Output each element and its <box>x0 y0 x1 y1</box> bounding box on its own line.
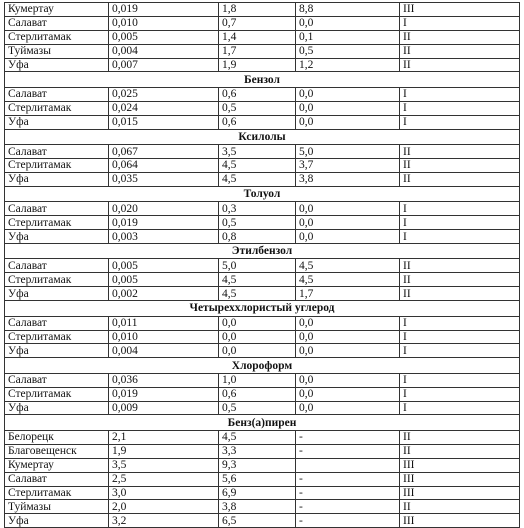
exceedance-percent-cell: 0,0 <box>296 401 400 415</box>
max-concentration-cell: 4,5 <box>219 430 296 444</box>
mean-concentration-cell: 3,2 <box>109 514 219 528</box>
exceedance-percent-cell: - <box>296 472 400 486</box>
pollution-level-cell: II <box>400 145 520 159</box>
pollution-level-cell: I <box>400 115 520 129</box>
exceedance-percent-cell: 0,0 <box>296 87 400 101</box>
table-row <box>5 259 520 273</box>
city-cell: Уфа <box>5 344 109 358</box>
exceedance-percent-cell: 0,0 <box>296 230 400 244</box>
city-cell: Благовещенск <box>5 444 109 458</box>
mean-concentration-cell: 0,002 <box>109 287 219 301</box>
max-concentration-cell: 1,8 <box>219 3 296 17</box>
city-cell: Стерлитамак <box>5 387 109 401</box>
exceedance-percent-cell: - <box>296 514 400 528</box>
table-row <box>5 30 520 44</box>
max-concentration-cell: 0,3 <box>219 202 296 216</box>
mean-concentration-cell: 0,005 <box>109 273 219 287</box>
pollution-level-cell: III <box>400 472 520 486</box>
mean-concentration-cell: 0,003 <box>109 230 219 244</box>
city-cell: Салават <box>5 373 109 387</box>
max-concentration-cell: 0,5 <box>219 101 296 115</box>
section-header-row <box>5 129 520 145</box>
city-cell: Кумертау <box>5 3 109 17</box>
pollution-table-page <box>4 2 519 528</box>
pollution-level-cell: II <box>400 430 520 444</box>
pollution-level-cell: I <box>400 373 520 387</box>
city-cell: Салават <box>5 202 109 216</box>
mean-concentration-cell: 0,010 <box>109 16 219 30</box>
section-header-row <box>5 72 520 88</box>
mean-concentration-cell: 0,020 <box>109 202 219 216</box>
section-header-row <box>5 358 520 374</box>
pollution-level-cell: II <box>400 259 520 273</box>
mean-concentration-cell: 0,005 <box>109 259 219 273</box>
table-row <box>5 401 520 415</box>
section-title: Бензол <box>5 72 520 88</box>
max-concentration-cell: 0,6 <box>219 387 296 401</box>
pollution-level-cell: I <box>400 316 520 330</box>
city-cell: Салават <box>5 316 109 330</box>
pollution-level-cell: I <box>400 216 520 230</box>
city-cell: Кумертау <box>5 458 109 472</box>
exceedance-percent-cell: 3,8 <box>296 172 400 186</box>
pollution-level-cell: I <box>400 230 520 244</box>
exceedance-percent-cell: 1,2 <box>296 58 400 72</box>
table-row <box>5 273 520 287</box>
pollution-level-cell: I <box>400 101 520 115</box>
max-concentration-cell: 0,0 <box>219 316 296 330</box>
table-row <box>5 330 520 344</box>
exceedance-percent-cell: 0,0 <box>296 344 400 358</box>
pollution-level-cell: III <box>400 3 520 17</box>
city-cell: Уфа <box>5 514 109 528</box>
mean-concentration-cell: 0,025 <box>109 87 219 101</box>
exceedance-percent-cell: 0,0 <box>296 387 400 401</box>
section-header-row <box>5 415 520 431</box>
table-row <box>5 3 520 17</box>
max-concentration-cell: 0,6 <box>219 115 296 129</box>
max-concentration-cell: 0,5 <box>219 401 296 415</box>
table-row <box>5 458 520 472</box>
mean-concentration-cell: 0,064 <box>109 159 219 173</box>
max-concentration-cell: 9,3 <box>219 458 296 472</box>
max-concentration-cell: 6,5 <box>219 514 296 528</box>
exceedance-percent-cell: 0,0 <box>296 316 400 330</box>
pollution-table <box>4 2 520 528</box>
mean-concentration-cell: 0,019 <box>109 216 219 230</box>
max-concentration-cell: 5,0 <box>219 259 296 273</box>
mean-concentration-cell: 0,007 <box>109 58 219 72</box>
table-row <box>5 87 520 101</box>
city-cell: Стерлитамак <box>5 330 109 344</box>
mean-concentration-cell: 1,9 <box>109 444 219 458</box>
table-row <box>5 344 520 358</box>
city-cell: Уфа <box>5 58 109 72</box>
exceedance-percent-cell: 0,0 <box>296 101 400 115</box>
exceedance-percent-cell: 8,8 <box>296 3 400 17</box>
max-concentration-cell: 0,0 <box>219 330 296 344</box>
section-title: Четыреххлористый углерод <box>5 301 520 317</box>
pollution-level-cell: II <box>400 273 520 287</box>
pollution-level-cell: II <box>400 30 520 44</box>
exceedance-percent-cell: - <box>296 500 400 514</box>
mean-concentration-cell: 0,067 <box>109 145 219 159</box>
max-concentration-cell: 4,5 <box>219 287 296 301</box>
section-header-row <box>5 301 520 317</box>
table-row <box>5 316 520 330</box>
exceedance-percent-cell: 3,7 <box>296 159 400 173</box>
max-concentration-cell: 6,9 <box>219 486 296 500</box>
exceedance-percent-cell: 0,0 <box>296 16 400 30</box>
pollution-level-cell: II <box>400 159 520 173</box>
table-row <box>5 514 520 528</box>
table-row <box>5 430 520 444</box>
city-cell: Уфа <box>5 401 109 415</box>
table-row <box>5 16 520 30</box>
table-row <box>5 486 520 500</box>
pollution-level-cell: III <box>400 458 520 472</box>
mean-concentration-cell: 2,5 <box>109 472 219 486</box>
pollution-level-cell: I <box>400 344 520 358</box>
section-header-row <box>5 186 520 202</box>
exceedance-percent-cell: 0,0 <box>296 373 400 387</box>
city-cell: Стерлитамак <box>5 273 109 287</box>
mean-concentration-cell: 2,1 <box>109 430 219 444</box>
exceedance-percent-cell: 1,7 <box>296 287 400 301</box>
max-concentration-cell: 3,5 <box>219 145 296 159</box>
max-concentration-cell: 0,7 <box>219 16 296 30</box>
city-cell: Стерлитамак <box>5 486 109 500</box>
table-row <box>5 373 520 387</box>
city-cell: Салават <box>5 145 109 159</box>
exceedance-percent-cell <box>296 458 400 472</box>
mean-concentration-cell: 0,035 <box>109 172 219 186</box>
city-cell: Стерлитамак <box>5 216 109 230</box>
mean-concentration-cell: 0,019 <box>109 387 219 401</box>
table-row <box>5 58 520 72</box>
max-concentration-cell: 1,0 <box>219 373 296 387</box>
exceedance-percent-cell: 4,5 <box>296 259 400 273</box>
max-concentration-cell: 4,5 <box>219 273 296 287</box>
max-concentration-cell: 1,4 <box>219 30 296 44</box>
exceedance-percent-cell: - <box>296 430 400 444</box>
section-header-row <box>5 243 520 259</box>
table-row <box>5 387 520 401</box>
mean-concentration-cell: 0,004 <box>109 44 219 58</box>
table-row <box>5 101 520 115</box>
pollution-level-cell: I <box>400 387 520 401</box>
exceedance-percent-cell: - <box>296 486 400 500</box>
pollution-level-cell: I <box>400 87 520 101</box>
mean-concentration-cell: 0,005 <box>109 30 219 44</box>
exceedance-percent-cell: 0,1 <box>296 30 400 44</box>
pollution-level-cell: II <box>400 444 520 458</box>
pollution-level-cell: II <box>400 287 520 301</box>
exceedance-percent-cell: 0,0 <box>296 330 400 344</box>
max-concentration-cell: 0,6 <box>219 87 296 101</box>
city-cell: Туймазы <box>5 44 109 58</box>
section-title: Хлороформ <box>5 358 520 374</box>
city-cell: Стерлитамак <box>5 159 109 173</box>
max-concentration-cell: 4,5 <box>219 159 296 173</box>
exceedance-percent-cell: 0,0 <box>296 202 400 216</box>
max-concentration-cell: 1,9 <box>219 58 296 72</box>
pollution-level-cell: I <box>400 330 520 344</box>
city-cell: Уфа <box>5 287 109 301</box>
mean-concentration-cell: 0,004 <box>109 344 219 358</box>
section-title: Этилбензол <box>5 243 520 259</box>
mean-concentration-cell: 0,024 <box>109 101 219 115</box>
table-row <box>5 216 520 230</box>
table-row <box>5 287 520 301</box>
exceedance-percent-cell: 4,5 <box>296 273 400 287</box>
table-row <box>5 172 520 186</box>
section-title: Ксилолы <box>5 129 520 145</box>
max-concentration-cell: 4,5 <box>219 172 296 186</box>
mean-concentration-cell: 3,0 <box>109 486 219 500</box>
mean-concentration-cell: 0,019 <box>109 3 219 17</box>
pollution-level-cell: II <box>400 44 520 58</box>
pollution-level-cell: III <box>400 514 520 528</box>
pollution-level-cell: II <box>400 500 520 514</box>
table-row <box>5 202 520 216</box>
section-title: Бенз(а)пирен <box>5 415 520 431</box>
city-cell: Туймазы <box>5 500 109 514</box>
max-concentration-cell: 3,8 <box>219 500 296 514</box>
exceedance-percent-cell: - <box>296 444 400 458</box>
mean-concentration-cell: 0,010 <box>109 330 219 344</box>
mean-concentration-cell: 0,009 <box>109 401 219 415</box>
exceedance-percent-cell: 5,0 <box>296 145 400 159</box>
max-concentration-cell: 0,0 <box>219 344 296 358</box>
city-cell: Салават <box>5 259 109 273</box>
exceedance-percent-cell: 0,5 <box>296 44 400 58</box>
mean-concentration-cell: 0,015 <box>109 115 219 129</box>
table-row <box>5 159 520 173</box>
city-cell: Уфа <box>5 172 109 186</box>
city-cell: Стерлитамак <box>5 30 109 44</box>
city-cell: Стерлитамак <box>5 101 109 115</box>
mean-concentration-cell: 0,036 <box>109 373 219 387</box>
table-row <box>5 230 520 244</box>
city-cell: Уфа <box>5 230 109 244</box>
pollution-level-cell: III <box>400 486 520 500</box>
exceedance-percent-cell: 0,0 <box>296 216 400 230</box>
city-cell: Салават <box>5 16 109 30</box>
exceedance-percent-cell: 0,0 <box>296 115 400 129</box>
table-row <box>5 115 520 129</box>
max-concentration-cell: 3,3 <box>219 444 296 458</box>
city-cell: Уфа <box>5 115 109 129</box>
pollution-level-cell: I <box>400 401 520 415</box>
table-row <box>5 145 520 159</box>
mean-concentration-cell: 0,011 <box>109 316 219 330</box>
mean-concentration-cell: 3,5 <box>109 458 219 472</box>
max-concentration-cell: 0,5 <box>219 216 296 230</box>
pollution-level-cell: II <box>400 172 520 186</box>
city-cell: Салават <box>5 472 109 486</box>
city-cell: Белорецк <box>5 430 109 444</box>
pollution-level-cell: I <box>400 16 520 30</box>
max-concentration-cell: 1,7 <box>219 44 296 58</box>
mean-concentration-cell: 2,0 <box>109 500 219 514</box>
table-body <box>5 3 520 528</box>
pollution-level-cell: II <box>400 58 520 72</box>
table-row <box>5 44 520 58</box>
city-cell: Салават <box>5 87 109 101</box>
section-title: Толуол <box>5 186 520 202</box>
table-row <box>5 444 520 458</box>
pollution-level-cell: I <box>400 202 520 216</box>
max-concentration-cell: 5,6 <box>219 472 296 486</box>
table-row <box>5 472 520 486</box>
max-concentration-cell: 0,8 <box>219 230 296 244</box>
